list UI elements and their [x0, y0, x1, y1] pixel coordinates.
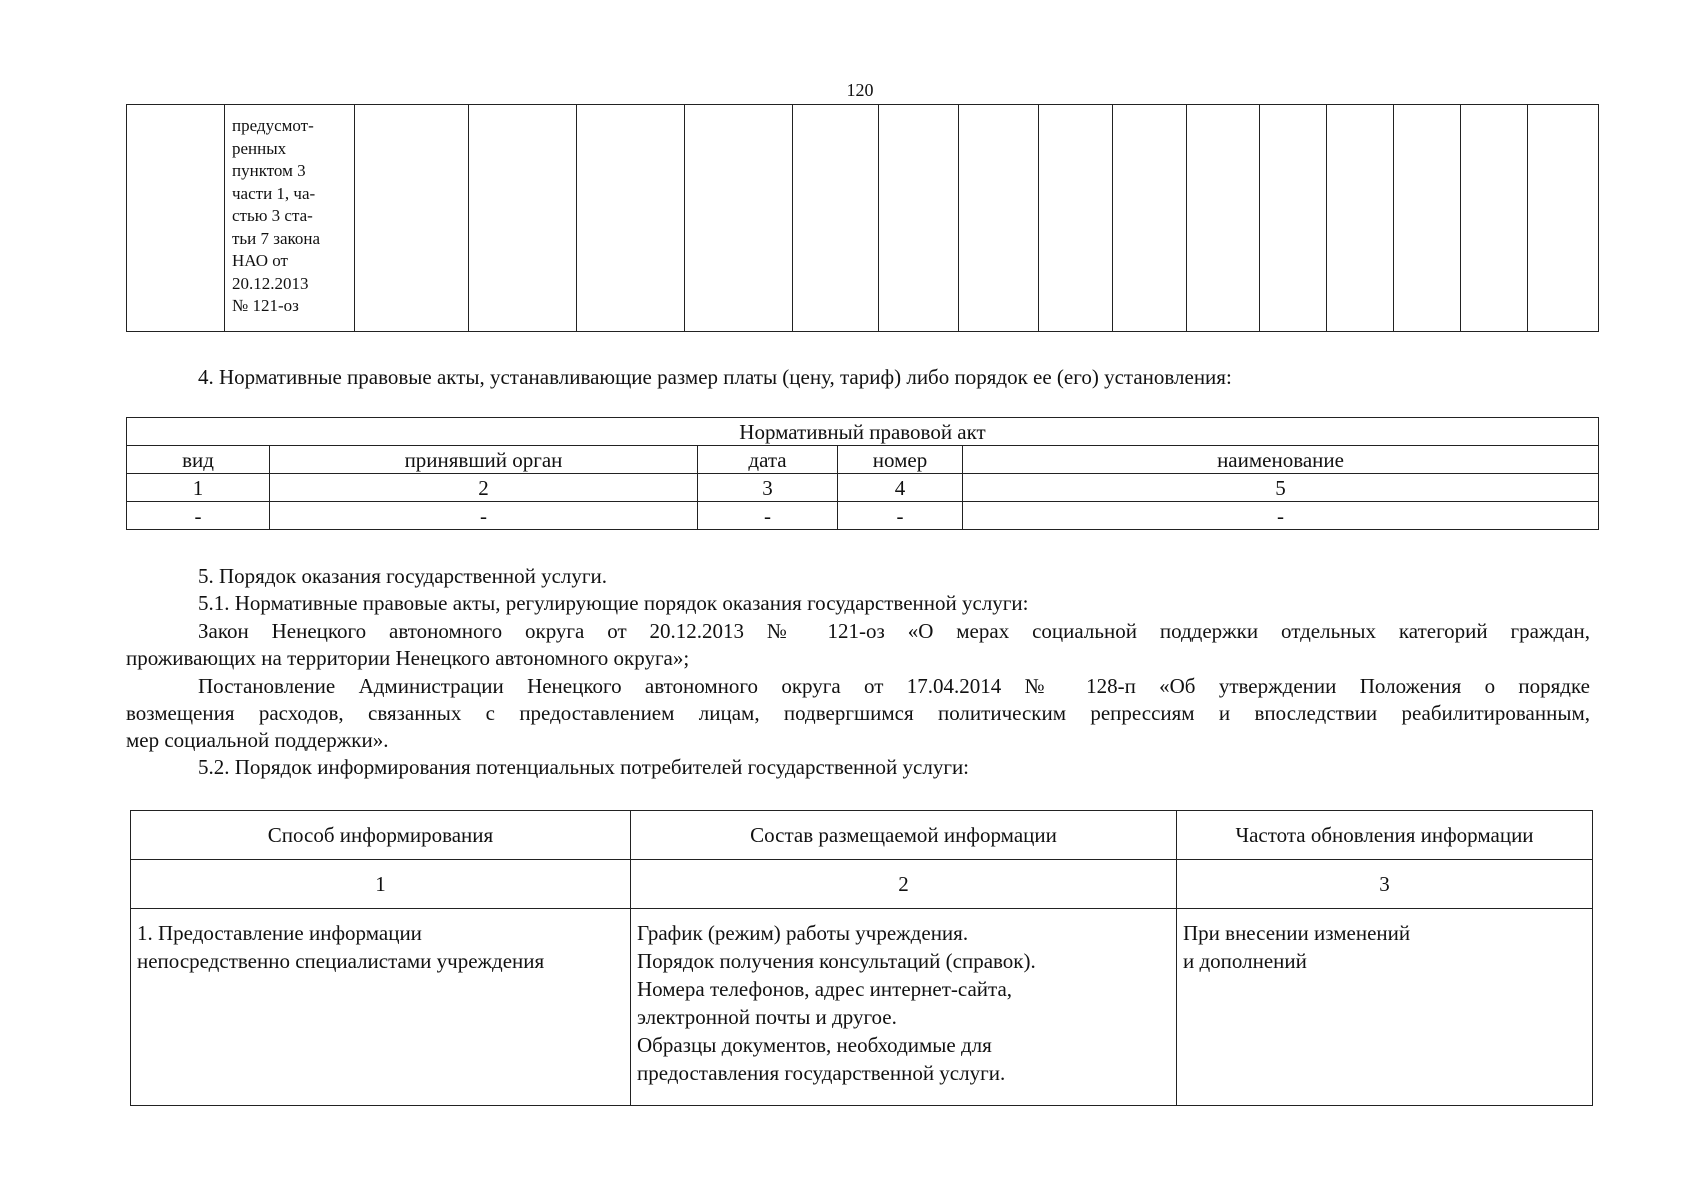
table-cell: [355, 105, 469, 332]
table-cell: [1394, 105, 1461, 332]
table-cell: [469, 105, 577, 332]
page-number: 120: [846, 80, 874, 100]
column-number: 2: [270, 474, 698, 502]
cell-line: электронной почты и другое.: [637, 1005, 897, 1029]
legal-acts-table: [126, 417, 1599, 530]
law2-line: мер социальной поддержки».: [126, 728, 389, 752]
column-header: Способ информирования: [131, 811, 631, 860]
column-header: дата: [698, 446, 838, 474]
table-cell: [1528, 105, 1599, 332]
cell-line: Порядок получения консультаций (справок).: [637, 949, 1036, 973]
section5-1-heading: 5.1. Нормативные правовые акты, регулирующие порядок оказания государственной услуги:: [198, 591, 1029, 615]
column-header: вид: [127, 446, 270, 474]
informing-table: [130, 810, 1593, 1106]
column-header: наименование: [963, 446, 1599, 474]
cell-line: ренных: [232, 138, 287, 158]
cell-line: 20.12.2013: [232, 273, 309, 293]
section4-heading: 4. Нормативные правовые акты, устанавливающие размер платы (цену, тариф) либо порядок ее (его) установления:: [198, 365, 1232, 389]
table-row: [127, 418, 1599, 446]
table-row: [131, 909, 1593, 1106]
law2-line: возмещения расходов, связанных с предоставлением лицам, подвергшимся политическим репрессиям и впоследствии реабилитированным,: [126, 701, 1590, 725]
cell-line: пунктом 3: [232, 161, 306, 180]
cell-line: 1. Предоставление информации: [137, 921, 422, 945]
cell-line: предусмот-: [232, 116, 314, 135]
column-header: принявший орган: [270, 446, 698, 474]
column-number: 3: [1177, 860, 1593, 909]
column-number: 1: [127, 474, 270, 502]
group-header: Нормативный правовой акт: [127, 418, 1599, 446]
cell-line: тьи 7 закона: [232, 228, 321, 248]
cell-line: НАО от: [232, 251, 288, 270]
cell-line: предоставления государственной услуги.: [637, 1061, 1006, 1085]
cell-line: части 1, ча-: [232, 183, 316, 203]
content-cell: [631, 909, 1177, 1106]
section5-2-heading: 5.2. Порядок информирования потенциальных потребителей государственной услуги:: [198, 755, 970, 779]
table-row: [127, 474, 1599, 502]
table-cell: [879, 105, 959, 332]
table-row: [127, 446, 1599, 474]
table-cell: [1327, 105, 1394, 332]
table-cell: [1187, 105, 1260, 332]
table-cell: [959, 105, 1039, 332]
table-cell: [127, 105, 225, 332]
method-cell: [131, 909, 631, 1106]
table-cell: [793, 105, 879, 332]
section5-heading: 5. Порядок оказания государственной услуги.: [198, 564, 607, 588]
column-number: 4: [838, 474, 963, 502]
column-number: 5: [963, 474, 1599, 502]
table-cell: [1461, 105, 1528, 332]
law1-line: Закон Ненецкого автономного округа от 20.12.2013 № 121-оз «О мерах социальной поддержки отдельных категорий граждан,: [198, 619, 1590, 643]
frequency-cell: [1177, 909, 1593, 1106]
cell-line: непосредственно специалистами учреждения: [137, 949, 545, 973]
continuation-table: [126, 104, 1599, 332]
cell-line: График (режим) работы учреждения.: [637, 921, 969, 945]
cell-line: При внесении изменений: [1183, 921, 1411, 945]
cell-line: Номера телефонов, адрес интернет-сайта,: [637, 977, 1013, 1001]
column-number: 2: [631, 860, 1177, 909]
cell-line: № 121-оз: [232, 296, 299, 315]
cell-line: Образцы документов, необходимые для: [637, 1033, 992, 1057]
table-cell: -: [270, 502, 698, 530]
column-header: номер: [838, 446, 963, 474]
table-row: [131, 860, 1593, 909]
table-row: [127, 502, 1599, 530]
table-cell: -: [838, 502, 963, 530]
table-cell: [685, 105, 793, 332]
table-cell: -: [963, 502, 1599, 530]
cell-line: и дополнений: [1183, 949, 1307, 973]
cell-line: стью 3 ста-: [232, 206, 313, 225]
column-header: Состав размещаемой информации: [631, 811, 1177, 860]
column-header: Частота обновления информации: [1177, 811, 1593, 860]
table-cell: [225, 105, 355, 332]
table-cell: [1113, 105, 1187, 332]
law1-line: проживающих на территории Ненецкого автономного округа»;: [126, 646, 690, 670]
cell-text: [225, 105, 354, 318]
table-row: [127, 105, 1599, 332]
table-cell: [1039, 105, 1113, 332]
column-number: 1: [131, 860, 631, 909]
column-number: 3: [698, 474, 838, 502]
table-row: [131, 811, 1593, 860]
table-cell: -: [127, 502, 270, 530]
table-cell: -: [698, 502, 838, 530]
table-cell: [577, 105, 685, 332]
law2-line: Постановление Администрации Ненецкого автономного округа от 17.04.2014 № 128-п «Об утверждении Положения о порядке: [198, 674, 1590, 698]
table-cell: [1260, 105, 1327, 332]
